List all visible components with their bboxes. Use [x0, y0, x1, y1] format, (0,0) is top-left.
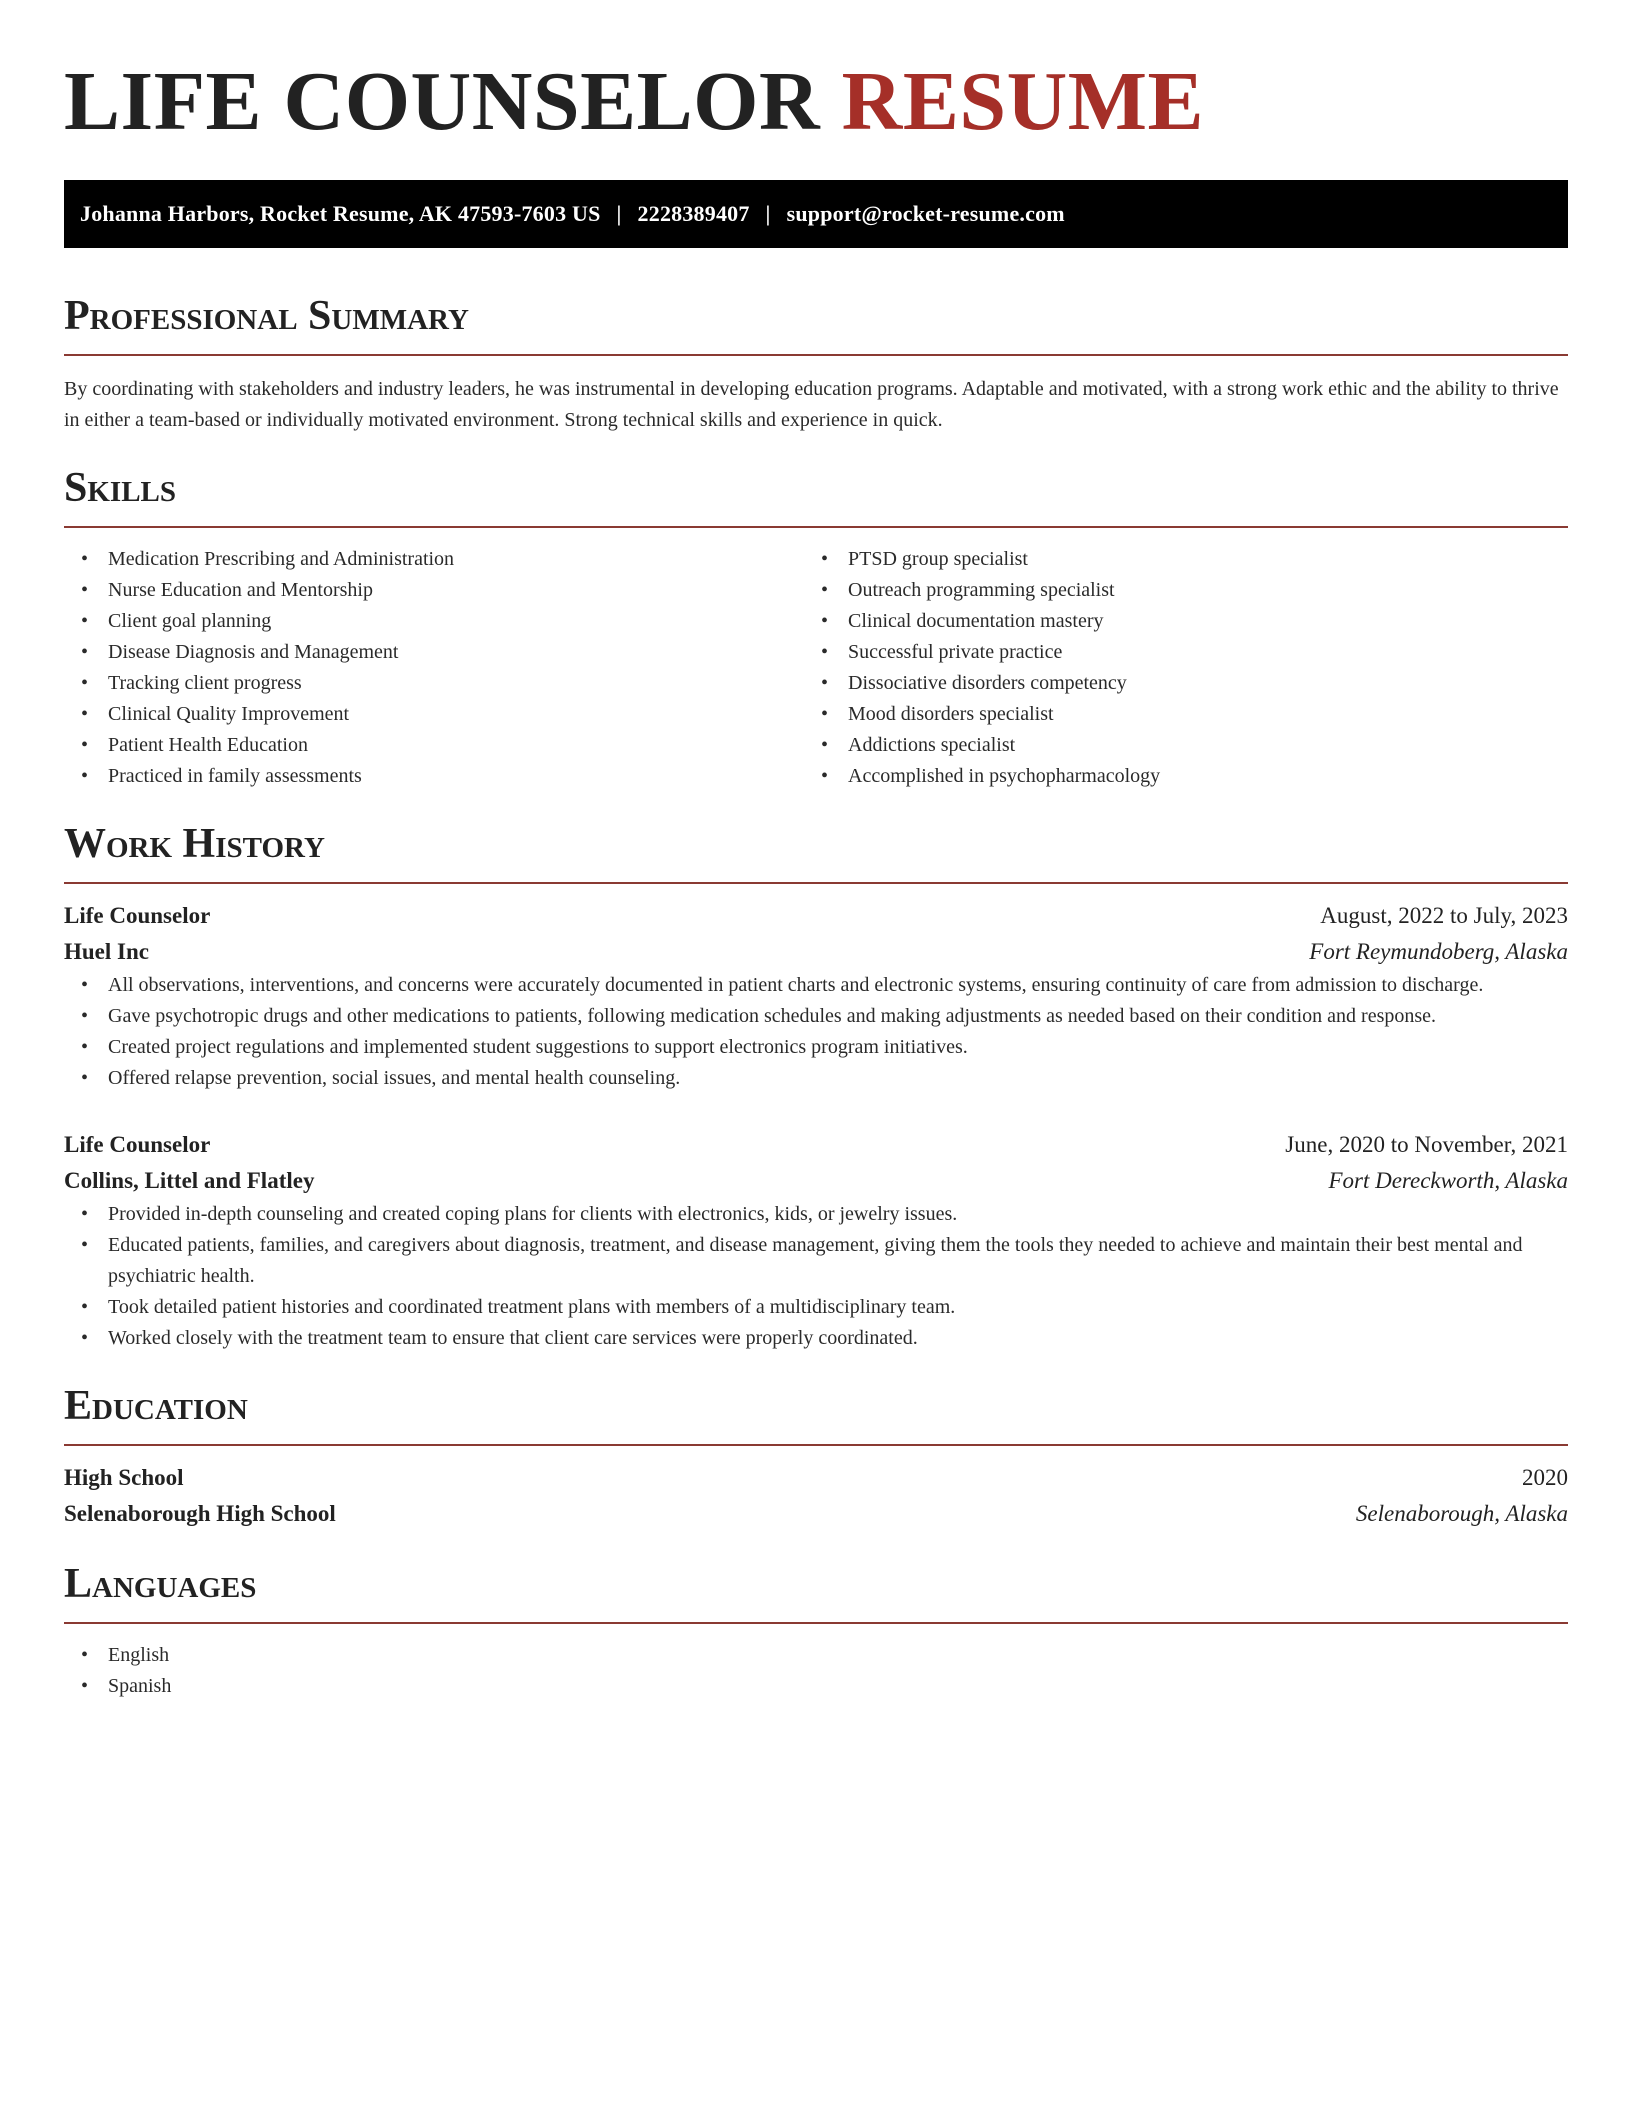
skill-label: Medication Prescribing and Administration	[108, 548, 455, 570]
work-history-heading: Work History	[64, 821, 325, 867]
job-company: Collins, Littel and Flatley	[64, 1168, 315, 1193]
duty-text: Educated patients, families, and caregivers about diagnosis, treatment, and disease management, giving them the tools they needed to achieve and maintain their best mental and psychiatric health.	[108, 1234, 1523, 1287]
job-location: Fort Dereckworth, Alaska	[1328, 1168, 1568, 1193]
education-year: 2020	[1522, 1465, 1568, 1490]
job-entry	[64, 898, 1568, 1094]
skills-section	[64, 464, 1568, 792]
bullet-icon: •	[81, 1234, 89, 1256]
education-section	[64, 1382, 1568, 1532]
bullet-icon: •	[821, 734, 829, 756]
bullet-icon: •	[81, 1067, 89, 1089]
bullet-icon: •	[81, 672, 89, 694]
duty-item	[64, 1001, 1568, 1032]
skill-item	[804, 575, 1556, 606]
bullet-icon: •	[81, 548, 89, 570]
job-header-row	[64, 898, 1568, 934]
duty-text: Took detailed patient histories and coordinated treatment plans with members of a multidisciplinary team.	[108, 1296, 956, 1318]
duty-text: Worked closely with the treatment team to ensure that client care services were properly coordinated.	[108, 1327, 918, 1349]
bullet-icon: •	[81, 1296, 89, 1318]
duty-item	[64, 1032, 1568, 1063]
summary-heading: Professional Summary	[64, 293, 469, 339]
job-header-row	[64, 1127, 1568, 1163]
duty-item	[64, 1230, 1568, 1292]
bullet-icon: •	[821, 765, 829, 787]
job-location: Fort Reymundoberg, Alaska	[1309, 939, 1568, 964]
skill-label: Successful private practice	[848, 641, 1063, 663]
duty-item	[64, 970, 1568, 1001]
job-title: Life Counselor	[64, 903, 211, 928]
bullet-icon: •	[81, 1005, 89, 1027]
bullet-icon: •	[81, 641, 89, 663]
duty-text: Provided in-depth counseling and created coping plans for clients with electronics, kids, or jewelry issues.	[108, 1203, 958, 1225]
contact-separator: |	[616, 201, 622, 226]
title-accent: RESUME	[841, 55, 1205, 148]
job-company-row	[64, 934, 1568, 970]
skill-label: Nurse Education and Mentorship	[108, 579, 373, 601]
bullet-icon: •	[81, 579, 89, 601]
skill-item	[804, 699, 1556, 730]
bullet-icon: •	[821, 641, 829, 663]
skills-column-left	[64, 544, 804, 792]
skill-item	[64, 730, 804, 761]
skill-item	[804, 606, 1556, 637]
contact-phone: 2228389407	[637, 201, 750, 226]
section-divider	[64, 882, 1568, 884]
skill-item	[64, 544, 804, 575]
skill-item	[804, 730, 1556, 761]
contact-bar	[64, 180, 1568, 248]
duty-item	[64, 1199, 1568, 1230]
duty-text: Gave psychotropic drugs and other medications to patients, following medication schedules and making adjustments as needed based on their condition and response.	[108, 1005, 1437, 1027]
language-label: English	[108, 1644, 170, 1666]
skill-label: Client goal planning	[108, 610, 272, 632]
skill-label: Practiced in family assessments	[108, 765, 362, 787]
bullet-icon: •	[81, 1203, 89, 1225]
duty-text: All observations, interventions, and concerns were accurately documented in patient charts and electronic systems, ensuring continuity of care from admission to discharge.	[108, 974, 1484, 996]
bullet-icon: •	[821, 610, 829, 632]
skill-item	[64, 606, 804, 637]
contact-separator: |	[765, 201, 771, 226]
section-divider	[64, 526, 1568, 528]
duty-item	[64, 1063, 1568, 1094]
bullet-icon: •	[81, 974, 89, 996]
education-degree: High School	[64, 1465, 184, 1490]
skill-label: PTSD group specialist	[848, 548, 1028, 570]
skill-label: Mood disorders specialist	[848, 703, 1054, 725]
skills-list-left	[64, 544, 804, 792]
bullet-icon: •	[821, 703, 829, 725]
education-header-row	[64, 1460, 1568, 1496]
skills-columns	[64, 544, 1568, 792]
languages-list	[64, 1640, 1568, 1702]
section-divider	[64, 354, 1568, 356]
skill-label: Clinical Quality Improvement	[108, 703, 350, 725]
duty-item	[64, 1292, 1568, 1323]
bullet-icon: •	[81, 703, 89, 725]
duty-text: Created project regulations and implemented student suggestions to support electronics program initiatives.	[108, 1036, 968, 1058]
bullet-icon: •	[81, 1327, 89, 1349]
skill-label: Accomplished in psychopharmacology	[848, 765, 1161, 787]
bullet-icon: •	[821, 672, 829, 694]
work-history-section	[64, 820, 1568, 1354]
skill-item	[804, 637, 1556, 668]
job-company: Huel Inc	[64, 939, 149, 964]
bullet-icon: •	[81, 610, 89, 632]
duty-item	[64, 1323, 1568, 1354]
languages-heading: Languages	[64, 1561, 257, 1607]
job-duties-list	[64, 1199, 1568, 1354]
skill-item	[64, 668, 804, 699]
contact-address: Johanna Harbors, Rocket Resume, AK 47593-7603 US	[80, 201, 601, 226]
skill-item	[64, 761, 804, 792]
bullet-icon: •	[821, 579, 829, 601]
resume-title	[64, 52, 1568, 152]
education-entry	[64, 1460, 1568, 1532]
bullet-icon: •	[81, 1036, 89, 1058]
languages-section	[64, 1560, 1568, 1702]
section-divider	[64, 1622, 1568, 1624]
job-dates: June, 2020 to November, 2021	[1285, 1132, 1568, 1157]
skills-list-right	[804, 544, 1556, 792]
skills-column-right	[804, 544, 1556, 792]
skill-item	[804, 668, 1556, 699]
job-dates: August, 2022 to July, 2023	[1320, 903, 1568, 928]
skill-label: Patient Health Education	[108, 734, 308, 756]
skill-item	[64, 575, 804, 606]
skill-label: Dissociative disorders competency	[848, 672, 1127, 694]
skill-item	[804, 761, 1556, 792]
education-location: Selenaborough, Alaska	[1355, 1501, 1568, 1526]
section-divider	[64, 1444, 1568, 1446]
language-item	[64, 1671, 1568, 1702]
skill-item	[64, 699, 804, 730]
skill-label: Outreach programming specialist	[848, 579, 1115, 601]
skill-item	[64, 637, 804, 668]
bullet-icon: •	[81, 734, 89, 756]
bullet-icon: •	[821, 548, 829, 570]
education-school-row	[64, 1496, 1568, 1532]
skill-item	[804, 544, 1556, 575]
job-entry	[64, 1127, 1568, 1354]
bullet-icon: •	[81, 765, 89, 787]
skills-heading: Skills	[64, 465, 177, 511]
job-company-row	[64, 1163, 1568, 1199]
job-duties-list	[64, 970, 1568, 1094]
contact-email[interactable]: support@rocket-resume.com	[786, 201, 1065, 226]
education-heading: Education	[64, 1383, 248, 1429]
title-main: LIFE COUNSELOR	[64, 55, 821, 148]
duty-text: Offered relapse prevention, social issues, and mental health counseling.	[108, 1067, 681, 1089]
skill-label: Addictions specialist	[848, 734, 1016, 756]
skill-label: Disease Diagnosis and Management	[108, 641, 399, 663]
summary-text: By coordinating with stakeholders and industry leaders, he was instrumental in developing education programs. Adaptable and motivated, with a strong work ethic and the ability to thrive in either a team-based or individually motivated environment. Strong technical skills and experience in quick.	[64, 378, 1559, 431]
bullet-icon: •	[81, 1675, 89, 1697]
language-label: Spanish	[108, 1675, 172, 1697]
job-title: Life Counselor	[64, 1132, 211, 1157]
skill-label: Clinical documentation mastery	[848, 610, 1104, 632]
summary-section	[64, 292, 1568, 436]
bullet-icon: •	[81, 1644, 89, 1666]
education-school: Selenaborough High School	[64, 1501, 336, 1526]
language-item	[64, 1640, 1568, 1671]
skill-label: Tracking client progress	[108, 672, 302, 694]
